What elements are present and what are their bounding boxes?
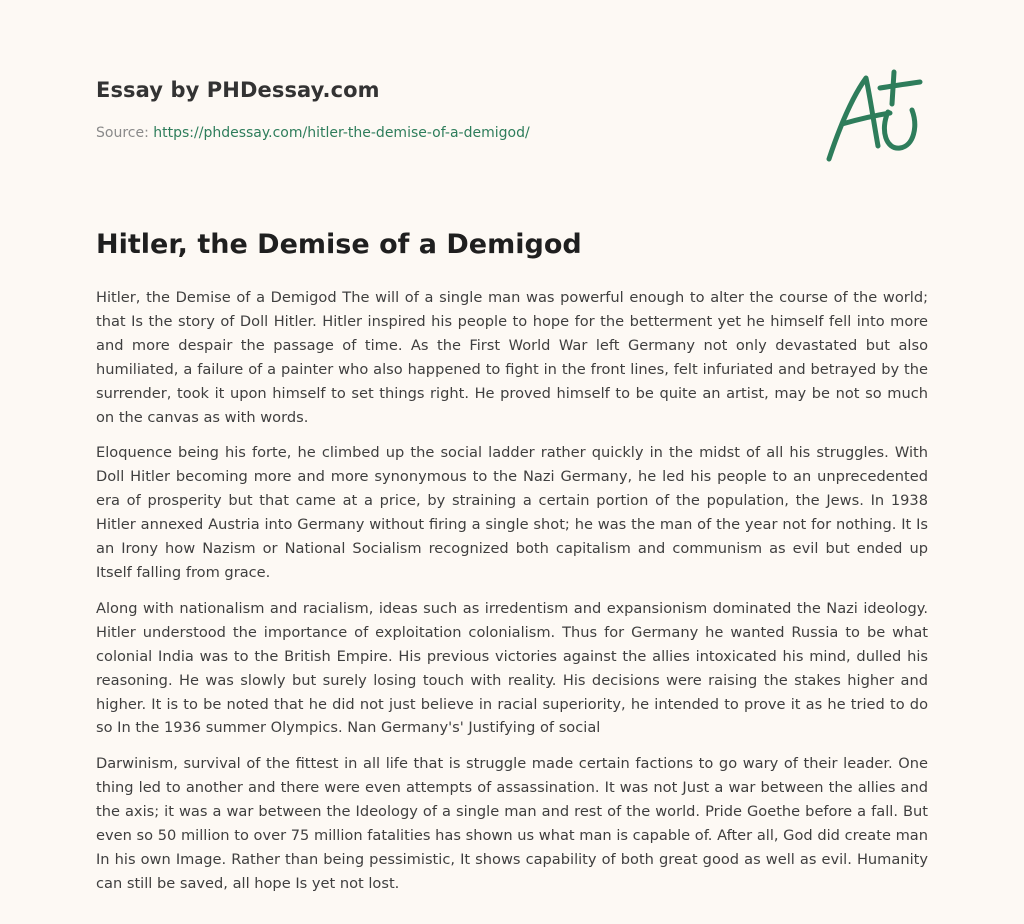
essay-paragraph: Darwinism, survival of the fittest in all life that is struggle made certain factions to go wary of their leader. One thing led to another and there were even attempts of assassination. It was not Just a war between the allies and the axis; it was a war between the Ideology of a single man and rest of the world. Pride Goethe before a fall. But even so 50 million to over 75 million fatalities has shown us what man is capable of. After all, God did create man In his own Image. Rather than being pessimistic, It shows capability of both great good as well as evil. Humanity can still be saved, all hope Is yet not lost. — [96, 755, 928, 892]
source-link[interactable]: https://phdessay.com/hitler-the-demise-of-a-demigod/ — [153, 125, 530, 141]
source-line — [96, 123, 796, 143]
essay-title: Hitler, the Demise of a Demigod — [96, 229, 582, 260]
essay-body — [96, 286, 928, 908]
page-header — [96, 76, 796, 143]
essay-paragraph: Eloquence being his forte, he climbed up the social ladder rather quickly in the midst of all his struggles. With Doll Hitler becoming more and more synonymous to the Nazi Germany, he led his people to an unprecedented era of prosperity but that came at a price, by straining a certain portion of the population, the Jews. In 1938 Hitler annexed Austria into Germany without firing a single shot; he was the man of the year not for nothing. It Is an Irony how Nazism or National Socialism recognized both capitalism and communism as evil but ended up Itself falling from grace. — [96, 444, 928, 581]
essay-paragraph: Along with nationalism and racialism, ideas such as irredentism and expansionism dominated the Nazi ideology. Hitler understood the importance of exploitation colonialism. Thus for Germany he wanted Russia to be what colonial India was to the British Empire. His previous victories against the allies intoxicated his mind, dulled his reasoning. He was slowly but surely losing touch with reality. His decisions were raising the stakes higher and higher. It is to be noted that he did not just believe in racial superiority, he intended to prove it as he tried to do so In the 1936 summer Olympics. Nan Germany's' Justifying of social — [96, 599, 928, 737]
source-label: Source: — [96, 125, 149, 141]
site-title: Essay by PHDessay.com — [96, 78, 380, 102]
essay-paragraph: Hitler, the Demise of a Demigod The will of a single man was powerful enough to alter the course of the world; that Is the story of Doll Hitler. Hitler inspired his people to hope for the betterment yet he himself fell into more and more despair the passage of time. As the First World War left Germany not only devastated but also humiliated, a failure of a painter who also happened to fight in the front lines, felt infuriated and betrayed by the surrender, took it upon himself to set things right. He proved himself to be quite an artist, may be not so much on the canvas as with words. — [96, 289, 928, 426]
a-plus-grade-icon — [820, 66, 930, 166]
